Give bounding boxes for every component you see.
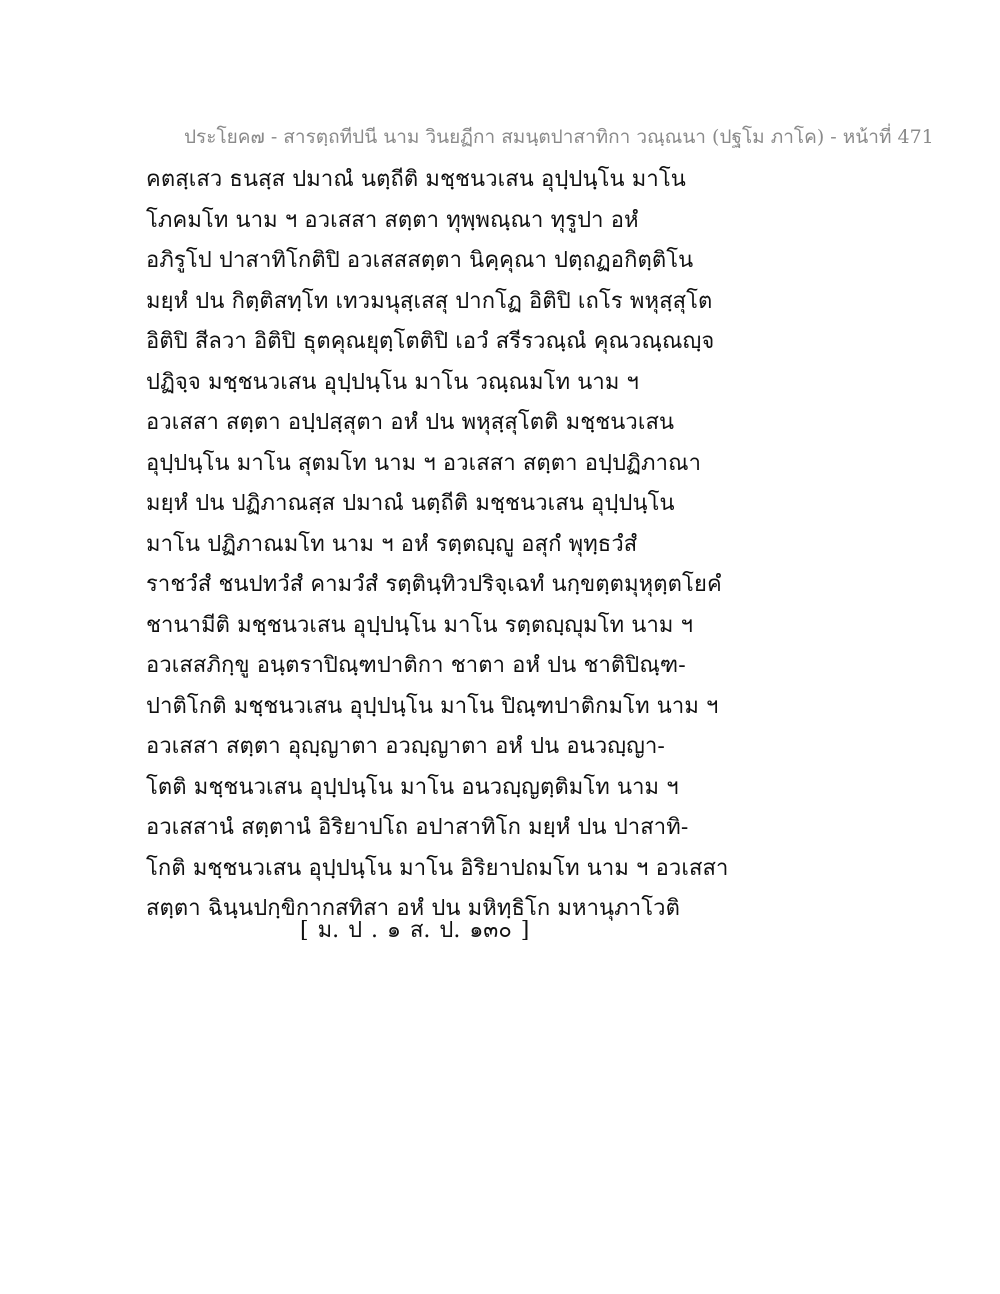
text-line: อวเสสา สตฺตา อุญฺญาตา อวญฺญาตา อหํ ปน อนวญฺญา- — [146, 734, 665, 759]
text-line: อวเสสานํ สตฺตานํ อิริยาปโถ อปาสาทิโก มยฺหํ ปน ปาสาทิ- — [146, 815, 689, 840]
page-header: ประโยค๗ - สารตฺถทีปนี นาม วินยฏีกา สมนฺตปาสาทิกา วณฺณนา (ปฐโม ภาโค) - หน้าที่ 471 — [184, 126, 934, 148]
text-line: โภคมโท นาม ฯ อวเสสา สตฺตา ทุพฺพณฺณา ทุรูปา อหํ — [146, 207, 639, 233]
text-line: มยฺหํ ปน กิตฺติสทฺโท เทวมนุสฺเสสุ ปากโฏ อิติปิ เถโร พหุสฺสุโต — [146, 288, 713, 314]
text-line: คตสฺเสว ธนสฺส ปมาณํ นตฺถีติ มชฺชนวเสน อุปฺปนฺโน มาโน — [146, 167, 686, 192]
text-line: โกติ มชฺชนวเสน อุปฺปนฺโน มาโน อิริยาปถมโท นาม ฯ อวเสสา — [146, 855, 729, 881]
text-line: อภิรูโป ปาสาทิโกติปิ อวเสสสตฺตา นิคฺคุณา ปตฺถฏอกิตฺติโน — [146, 248, 694, 273]
text-line: อุปฺปนฺโน มาโน สุตมโท นาม ฯ อวเสสา สตฺตา อปฺปฏิภาณา — [146, 450, 702, 476]
text-line: ปาติโกติ มชฺชนวเสน อุปฺปนฺโน มาโน ปิณฺฑปาติกมโท นาม ฯ — [146, 693, 719, 719]
text-line: สตฺตา ฉินฺนปกฺขิกากสทิสา อหํ ปน มหิทฺธิโก มหานุภาโวติ — [146, 896, 681, 921]
text-line: ปฏิจฺจ มชฺชนวเสน อุปฺปนฺโน มาโน วณฺณมโท นาม ฯ — [146, 369, 640, 395]
text-line: ราชวํสํ ชนปทวํสํ คามวํสํ รตฺตินฺทิวปริจฺเฉทํ นกฺขตฺตมุหุตฺตโยคํ — [146, 572, 722, 597]
text-line: อวเสสภิกฺขู อนฺตราปิณฺฑปาติกา ชาตา อหํ ปน ชาติปิณฺฑ- — [146, 653, 686, 678]
text-line: อวเสสา สตฺตา อปฺปสฺสุตา อหํ ปน พหุสฺสุโตติ มชฺชนวเสน — [146, 410, 675, 435]
text-line: มาโน ปฏิภาณมโท นาม ฯ อหํ รตฺตญฺญู อสุกํ พุทฺธวํสํ — [146, 531, 638, 557]
body-text — [146, 160, 846, 930]
text-line: โตติ มชฺชนวเสน อุปฺปนฺโน มาโน อนวญฺญตฺติมโท นาม ฯ — [146, 774, 679, 800]
text-line: อิติปิ สีลวา อิติปิ ธุตคุณยุตฺโตติปิ เอวํ สรีรวณฺณํ คุณวณฺณญฺจ — [146, 329, 715, 354]
text-line: มยฺหํ ปน ปฏิภาณสฺส ปมาณํ นตฺถีติ มชฺชนวเสน อุปฺปนฺโน — [146, 491, 675, 516]
page-reference: [ ม. ป . ๑ ส. ป. ๑๓๐ ] — [300, 918, 530, 943]
text-line: ชานามีติ มชฺชนวเสน อุปฺปนฺโน มาโน รตฺตญฺญุมโท นาม ฯ — [146, 612, 694, 638]
